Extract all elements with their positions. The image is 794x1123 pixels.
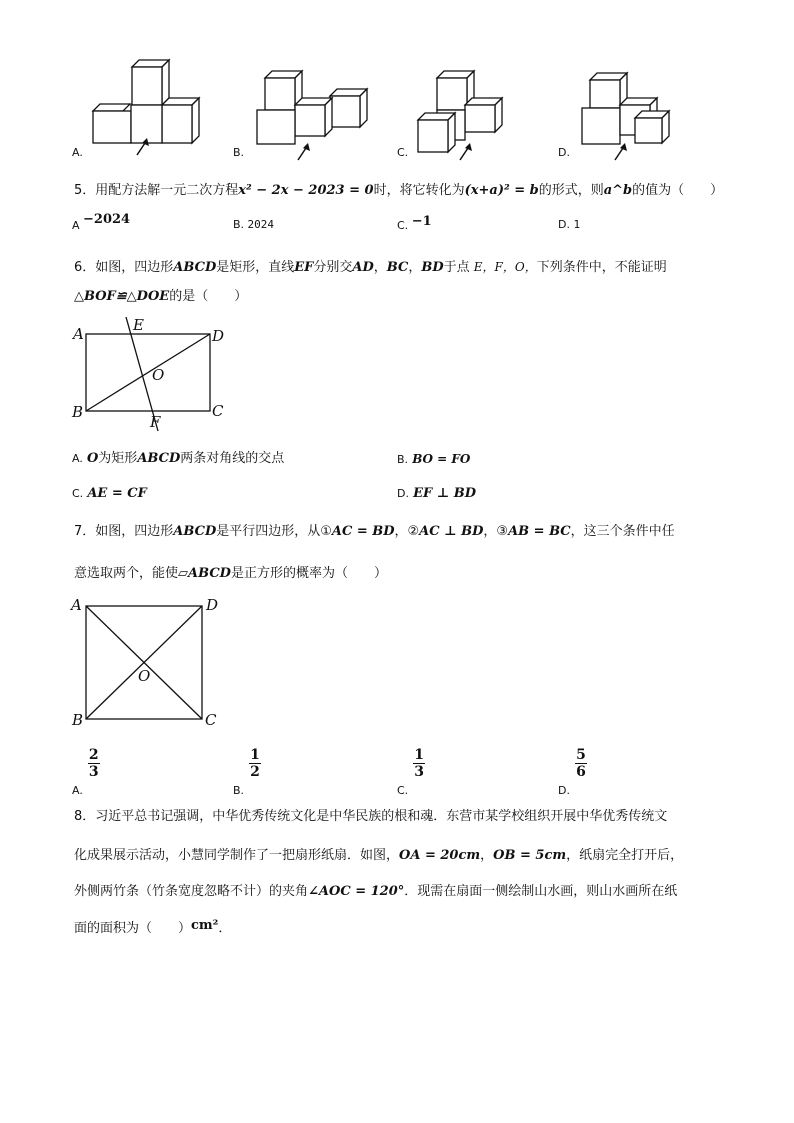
points: E，F，O， [473, 260, 537, 274]
numerator: 2 [88, 747, 99, 763]
q5-form: (x+a)² = b [464, 183, 539, 198]
q7-stem-line1 [74, 523, 675, 541]
math: ∠AOC = 120° [308, 884, 405, 899]
text: 6．如图，四边形 [74, 260, 174, 275]
option-letter: D. [558, 218, 570, 231]
text: ． [218, 921, 232, 936]
text: 外侧两竹条（竹条宽度忽略不计）的夹角 [74, 884, 309, 899]
q5-text-mid2: 的形式，则 [538, 183, 604, 198]
q7-option-a[interactable] [72, 747, 100, 797]
option-value: −1 [411, 214, 432, 229]
q5-option-b[interactable] [233, 218, 274, 231]
q8-stem-line1: 8．习近平总书记强调，中华优秀传统文化是中华民族的根和魂．东营市某学校组织开展中华优秀传统文 [74, 809, 668, 824]
denominator: 6 [576, 764, 586, 780]
text: ， [373, 260, 387, 275]
math: ▱ABCD [178, 566, 231, 581]
text: 于点 [443, 260, 470, 275]
option-value: −2024 [83, 212, 131, 227]
option-letter: C. [72, 487, 84, 500]
numerator: 1 [414, 747, 425, 763]
q5-text-post: 的值为（ ） [632, 183, 724, 198]
denominator: 3 [414, 764, 425, 780]
q7-label-d: D [206, 596, 219, 614]
math: O [86, 451, 99, 466]
q5-power: a^b [603, 183, 633, 198]
q4-option-d-figure [575, 63, 705, 163]
q5-option-c[interactable] [397, 214, 432, 233]
q5-text-mid: 时，将它转化为 [373, 183, 465, 198]
text: 下列条件中，不能证明 [536, 260, 667, 275]
q8-stem-line3 [74, 883, 677, 901]
q7-label-b: B [72, 711, 84, 729]
text: 7．如图，四边形 [74, 524, 174, 539]
fraction [575, 747, 587, 780]
option-letter: D. [558, 784, 570, 797]
text: 意选取两个，能使 [74, 566, 179, 581]
q6-stem-line2 [74, 288, 247, 306]
fraction [413, 747, 425, 780]
text: 是正方形的概率为（ ） [230, 566, 387, 581]
q5-option-d[interactable] [558, 218, 580, 231]
math: BD [421, 260, 444, 275]
text: 面的面积为（ ） [74, 921, 192, 936]
q4-option-c-label[interactable]: C. [397, 146, 409, 159]
q6-label-d: D [212, 327, 225, 345]
q5-stem [74, 182, 723, 200]
text: 为矩形 [98, 451, 138, 466]
option-letter: A. [72, 452, 83, 465]
q6-option-d[interactable] [397, 485, 476, 503]
q6-option-c[interactable] [72, 485, 147, 503]
q4-option-a-label[interactable]: A. [72, 146, 83, 159]
math: BC [386, 260, 409, 275]
q6-stem-line1 [74, 258, 667, 277]
q7-option-d[interactable] [558, 747, 587, 797]
math: EF [294, 260, 314, 275]
q5-option-a[interactable] [72, 212, 131, 233]
text: ，② [394, 524, 420, 539]
text: 是矩形，直线 [216, 260, 295, 275]
q5-text-pre: 5．用配方法解一元二次方程 [74, 183, 239, 198]
q7-label-o: O [138, 667, 151, 685]
q6-label-o: O [152, 366, 165, 384]
text: 分别交 [313, 260, 353, 275]
option-value: 2024 [247, 218, 275, 231]
math: EF ⊥ BD [413, 486, 477, 501]
text: ．现需在扇面一侧绘制山水画，则山水画所在纸 [404, 884, 678, 899]
math: ABCD [173, 524, 217, 539]
option-letter: A. [72, 784, 83, 797]
text: 的是（ ） [169, 289, 248, 304]
text: 两条对角线的交点 [180, 451, 285, 466]
math: AC ⊥ BD [419, 524, 484, 539]
q4-option-d-label[interactable]: D. [558, 146, 570, 159]
q6-label-a: A [73, 325, 84, 343]
text: 是平行四边形，从① [216, 524, 332, 539]
text: ，③ [483, 524, 509, 539]
text: ， [408, 260, 422, 275]
q5-equation: x² − 2x − 2023 = 0 [238, 183, 374, 198]
q6-label-f: F [150, 413, 161, 431]
fraction [88, 747, 100, 780]
fraction [249, 747, 261, 780]
q7-option-b[interactable] [233, 747, 261, 797]
option-letter: B. [233, 784, 245, 797]
q6-option-a[interactable] [72, 450, 284, 468]
option-letter: B. [233, 218, 245, 231]
text: 化成果展示活动，小慧同学制作了一把扇形纸扇．如图， [74, 848, 400, 863]
q7-label-a: A [71, 596, 82, 614]
numerator: 5 [576, 747, 586, 763]
q7-label-c: C [205, 711, 217, 729]
math: AE = CF [87, 486, 147, 501]
denominator: 2 [250, 764, 260, 780]
q8-stem-line4 [74, 920, 231, 938]
q7-square-figure [80, 598, 210, 728]
math: △BOF≌△DOE [74, 289, 170, 304]
q4-option-b-label[interactable]: B. [233, 146, 245, 159]
q4-option-b-figure [250, 63, 380, 163]
option-letter: C. [397, 219, 409, 232]
math: OB = 5cm [493, 848, 567, 863]
text: ， [480, 848, 494, 863]
q6-label-b: B [72, 403, 84, 421]
math: OA = 20cm [399, 848, 481, 863]
math: AB = BC [508, 524, 571, 539]
option-letter: D. [397, 487, 409, 500]
text: ，纸扇完全打开后， [566, 848, 684, 863]
math: ABCD [173, 260, 217, 275]
math: ABCD [137, 451, 181, 466]
q7-option-c[interactable] [397, 747, 425, 797]
option-letter: B. [397, 453, 409, 466]
denominator: 3 [88, 764, 99, 780]
q6-label-c: C [212, 402, 224, 420]
math: AC = BD [331, 524, 395, 539]
option-value: 1 [573, 218, 581, 231]
q4-option-c-figure [410, 63, 540, 163]
q7-stem-line2 [74, 565, 387, 583]
option-letter: C. [397, 784, 409, 797]
q6-label-e: E [133, 316, 144, 334]
q8-stem-line2 [74, 847, 683, 865]
text: ，这三个条件中任 [570, 524, 675, 539]
q6-option-b[interactable] [397, 450, 470, 469]
q4-option-a-figure [85, 60, 215, 160]
math: AD [352, 260, 374, 275]
math: cm² [191, 918, 219, 933]
option-letter: A [72, 219, 80, 232]
math: BO = FO [412, 452, 471, 466]
numerator: 1 [250, 747, 260, 763]
